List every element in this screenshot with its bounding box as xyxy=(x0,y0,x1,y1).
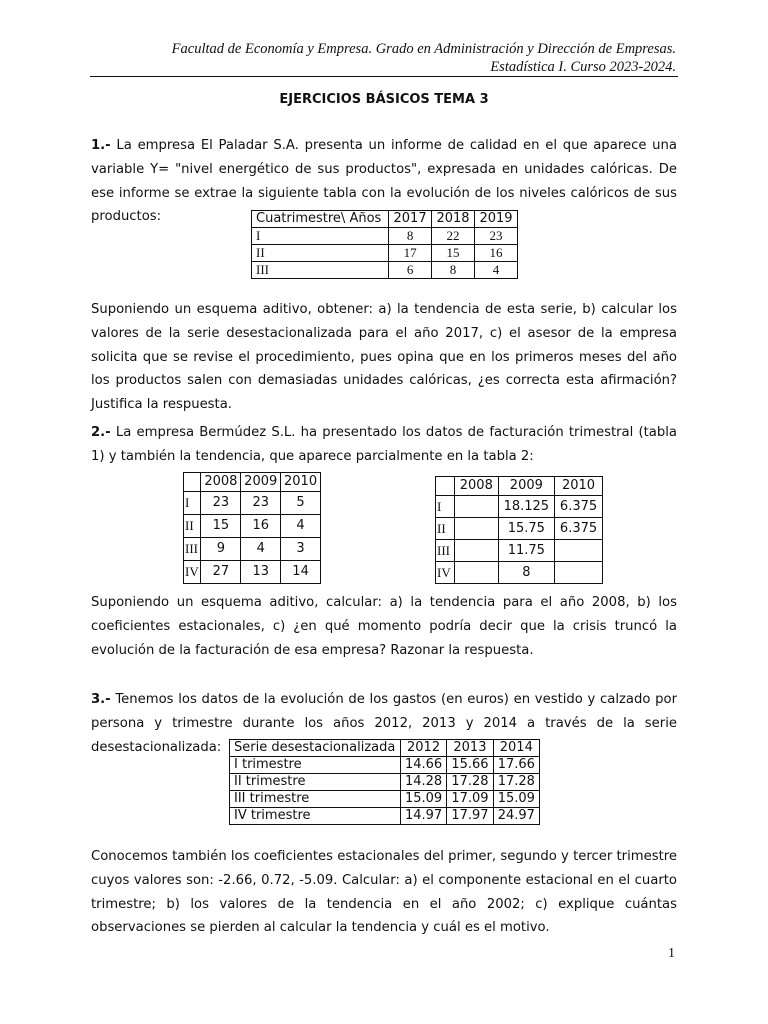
exercise-2-number: 2.- xyxy=(91,425,111,440)
table-cell xyxy=(555,562,603,584)
table-cell: 23 xyxy=(201,492,241,515)
table-cell: 6.375 xyxy=(555,518,603,540)
exercise-3-table xyxy=(229,739,540,825)
exercise-2-table-2 xyxy=(435,476,603,584)
table-cell: 13 xyxy=(241,561,281,584)
table-cell: 17.28 xyxy=(447,774,493,791)
table-header-cell: 2013 xyxy=(447,740,493,757)
table-cell: 5 xyxy=(281,492,321,515)
table-cell: 8 xyxy=(432,262,475,279)
page-title: EJERCICIOS BÁSICOS TEMA 3 xyxy=(279,92,489,107)
page-number: 1 xyxy=(668,946,675,961)
table-header-row xyxy=(436,477,603,496)
table-cell: IV xyxy=(184,561,201,584)
header-line-1: Facultad de Economía y Empresa. Grado en Administración y Dirección de Empresas. xyxy=(171,41,676,57)
table-row xyxy=(436,496,603,518)
table-cell: III xyxy=(184,538,201,561)
table-cell: 14.97 xyxy=(400,808,446,825)
table-cell: 4 xyxy=(281,515,321,538)
table-cell: 17.97 xyxy=(447,808,493,825)
exercise-1-question: Suponiendo un esquema aditivo, obtener: a) la tendencia de esta serie, b) calcular los valores de la serie desestacionalizada para el año 2017, c) el asesor de la empresa solicita que se revise el procedimiento, pues opina que en los primeros meses del año los productos salen con demasiadas unidades calóricas, ¿es correcta esta afirmación? Justifica la respuesta. xyxy=(91,302,677,413)
table-row xyxy=(252,262,518,279)
table-cell: 17 xyxy=(389,245,432,262)
exercise-1-table xyxy=(251,210,518,279)
table-header-cell: 2008 xyxy=(201,473,241,492)
table-cell: 23 xyxy=(241,492,281,515)
table-row xyxy=(436,518,603,540)
table-cell: 6 xyxy=(389,262,432,279)
exercise-1-intro-text: La empresa El Paladar S.A. presenta un informe de calidad en el que aparece una variable Y= "nivel energético de sus productos", expresada en unidades calóricas. De ese informe se extrae la siguiente tabla con la evolución de los niveles calóricos de sus productos: xyxy=(91,138,677,225)
table-header-row xyxy=(252,211,518,228)
table-cell: 24.97 xyxy=(493,808,539,825)
table-header-cell: 2019 xyxy=(475,211,518,228)
table-cell: 11.75 xyxy=(498,540,554,562)
table-cell: 9 xyxy=(201,538,241,561)
table-row xyxy=(230,791,540,808)
table-header-cell: 2014 xyxy=(493,740,539,757)
table-header-cell: 2017 xyxy=(389,211,432,228)
table-header-cell: 2008 xyxy=(455,477,499,496)
table-cell: 17.09 xyxy=(447,791,493,808)
table-header-cell: 2010 xyxy=(555,477,603,496)
table-row xyxy=(436,540,603,562)
table-cell: 27 xyxy=(201,561,241,584)
table-cell: 15 xyxy=(432,245,475,262)
table-row xyxy=(436,562,603,584)
table-cell: 14 xyxy=(281,561,321,584)
table-cell: 14.28 xyxy=(400,774,446,791)
table-cell: 15 xyxy=(201,515,241,538)
table-cell xyxy=(455,540,499,562)
table-cell: III xyxy=(252,262,389,279)
table-header-cell: 2018 xyxy=(432,211,475,228)
table-cell: 23 xyxy=(475,228,518,245)
table-row xyxy=(184,515,321,538)
table-cell: II trimestre xyxy=(230,774,401,791)
table-cell: 15.75 xyxy=(498,518,554,540)
table-cell: II xyxy=(436,518,455,540)
table-cell: I xyxy=(252,228,389,245)
table-cell: 8 xyxy=(389,228,432,245)
table-cell: 22 xyxy=(432,228,475,245)
table-header-cell: Serie desestacionalizada xyxy=(230,740,401,757)
table-row xyxy=(252,245,518,262)
table-cell: 6.375 xyxy=(555,496,603,518)
table-header-row xyxy=(184,473,321,492)
header-rule xyxy=(90,76,678,77)
table-row xyxy=(252,228,518,245)
exercise-2-table-1 xyxy=(183,472,321,584)
table-header-cell: 2009 xyxy=(498,477,554,496)
table-cell: 3 xyxy=(281,538,321,561)
table-row xyxy=(184,492,321,515)
table-row xyxy=(184,561,321,584)
table-cell: I trimestre xyxy=(230,757,401,774)
table-row xyxy=(230,757,540,774)
table-cell xyxy=(555,540,603,562)
table-row xyxy=(230,808,540,825)
table-cell: 4 xyxy=(475,262,518,279)
table-cell: 15.09 xyxy=(400,791,446,808)
exercise-3-question: Conocemos también los coeficientes estacionales del primer, segundo y tercer trimestre cuyos valores son: -2.66, 0.72, -5.09. Calcular: a) el componente estacional en el cuarto trimestre; b) los valores de la tendencia en el año 2002; c) explique cuántas observaciones se pierden al calcular la tendencia y cuál es el motivo. xyxy=(91,849,677,936)
table-cell: 16 xyxy=(475,245,518,262)
table-cell: III xyxy=(436,540,455,562)
table-header-row xyxy=(230,740,540,757)
table-header-cell: 2012 xyxy=(400,740,446,757)
table-cell: II xyxy=(184,515,201,538)
page-header xyxy=(172,40,676,76)
table-header-cell: 2009 xyxy=(241,473,281,492)
table-header-cell: 2010 xyxy=(281,473,321,492)
table-cell: 17.28 xyxy=(493,774,539,791)
table-cell: 15.09 xyxy=(493,791,539,808)
exercise-3-intro-text: Tenemos los datos de la evolución de los gastos (en euros) en vestido y calzado por persona y trimestre durante los años 2012, 2013 y 2014 a través de la serie desestacionalizada: xyxy=(91,692,677,755)
table-cell xyxy=(455,496,499,518)
table-cell: IV xyxy=(436,562,455,584)
table-cell: 14.66 xyxy=(400,757,446,774)
exercise-2-intro-text: La empresa Bermúdez S.L. ha presentado los datos de facturación trimestral (tabla 1) y también la tendencia, que aparece parcialmente en la tabla 2: xyxy=(91,425,677,464)
exercise-2-question: Suponiendo un esquema aditivo, calcular: a) la tendencia para el año 2008, b) los coeficientes estacionales, c) ¿en qué momento podría decir que la crisis truncó la evolución de la facturación de esa empresa? Razonar la respuesta. xyxy=(91,595,677,658)
table-row xyxy=(230,774,540,791)
exercise-1-number: 1.- xyxy=(91,138,111,153)
table-row xyxy=(184,538,321,561)
table-cell: 15.66 xyxy=(447,757,493,774)
table-cell: 4 xyxy=(241,538,281,561)
table-header-cell: Cuatrimestre\ Años xyxy=(252,211,389,228)
table-cell xyxy=(455,518,499,540)
exercise-2-intro xyxy=(91,421,677,469)
exercise-3-number: 3.- xyxy=(91,692,111,707)
table-cell: I xyxy=(184,492,201,515)
table-cell: II xyxy=(252,245,389,262)
table-header-cell xyxy=(436,477,455,496)
header-line-2: Estadística I. Curso 2023-2024. xyxy=(490,59,676,75)
table-cell: 18.125 xyxy=(498,496,554,518)
table-cell: III trimestre xyxy=(230,791,401,808)
table-cell: I xyxy=(436,496,455,518)
table-cell: 8 xyxy=(498,562,554,584)
table-cell: IV trimestre xyxy=(230,808,401,825)
table-cell xyxy=(455,562,499,584)
table-header-cell xyxy=(184,473,201,492)
table-cell: 17.66 xyxy=(493,757,539,774)
table-cell: 16 xyxy=(241,515,281,538)
